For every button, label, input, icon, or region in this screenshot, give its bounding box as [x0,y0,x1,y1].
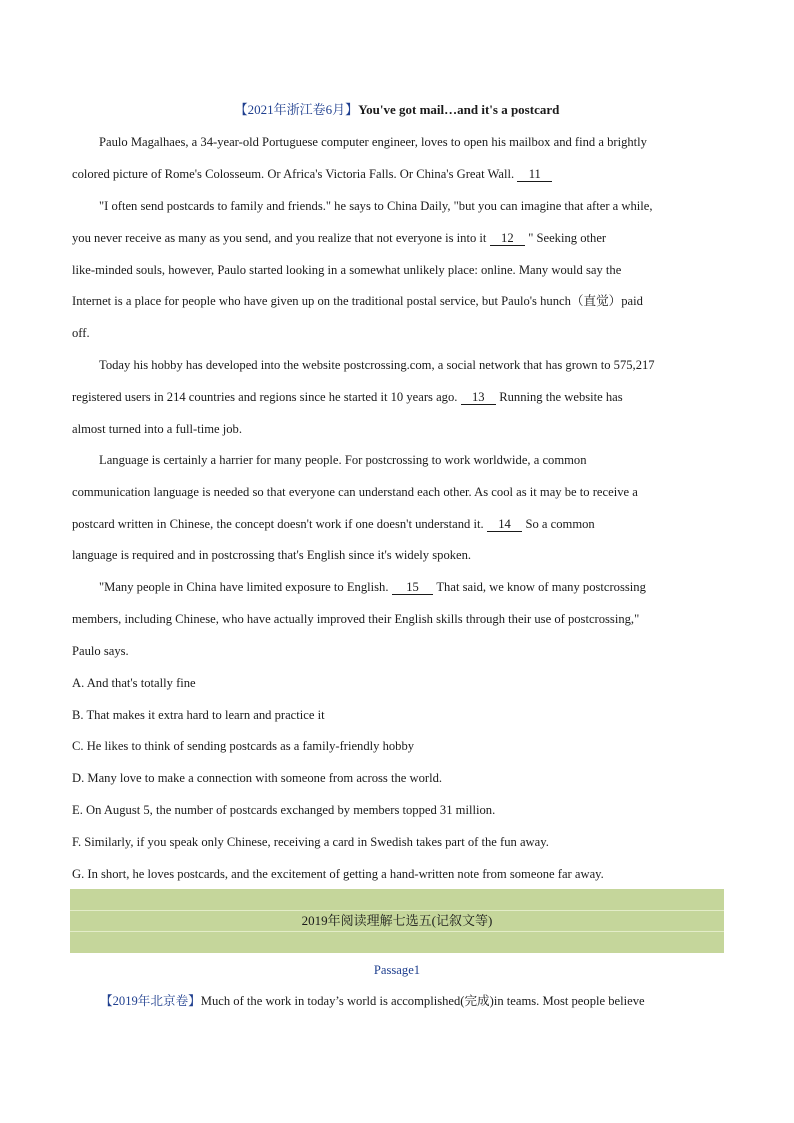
text-line: Internet is a place for people who have given up on the traditional postal service, but Paulo's hunch（直觉）paid [72,294,643,309]
option-e[interactable]: E. On August 5, the number of postcards exchanged by members topped 31 million. [72,803,496,817]
text-line: like-minded souls, however, Paulo started looking in a somewhat unlikely place: online. Many would say the [72,262,622,277]
blank-14[interactable] [487,517,523,532]
blank-15[interactable] [392,580,434,595]
option-g[interactable]: G. In short, he loves postcards, and the excitement of getting a hand-written note from someone far away. [72,867,604,881]
text-line: communication language is needed so that everyone can understand each other. As cool as it may be to receive a [72,484,638,499]
text-line: "I often send postcards to family and friends." he says to China Daily, "but you can imagine that after a while, [99,199,653,213]
paragraph-3 [72,350,722,445]
text-line [72,382,722,414]
title-heading: You've got mail…and it's a postcard [358,102,560,117]
blank-number: 11 [528,166,541,181]
option-a[interactable]: A. And that's totally fine [72,676,196,690]
option-d[interactable]: D. Many love to make a connection with someone from across the world. [72,771,443,785]
option-b[interactable]: B. That makes it extra hard to learn and practice it [72,708,325,722]
text-line: members, including Chinese, who have actually improved their English skills through their use of postcrossing," [72,611,640,626]
paragraph-4 [72,445,722,572]
section-title: 2019年阅读理解七选五(记叙文等) [301,913,493,928]
option-c[interactable]: C. He likes to think of sending postcards as a family-friendly hobby [72,739,415,753]
text-line: almost turned into a full-time job. [72,421,242,436]
title-bracket-open: 【 [234,102,248,117]
text-line [72,159,722,191]
text-segment: colored picture of Rome's Colosseum. Or Africa's Victoria Falls. Or China's Great Wall. [72,166,518,181]
text-line [72,572,722,604]
blank-number: 15 [406,580,419,594]
next-passage-intro [100,991,645,1011]
blank-number: 14 [498,516,511,531]
paragraph-5 [72,572,722,667]
blank-12[interactable] [490,231,526,246]
text-line: Paulo says. [72,643,129,658]
band-divider [70,931,724,932]
next-source: 【2019年北京卷】 [100,994,201,1008]
title-source: 2021年浙江卷6月 [247,102,346,117]
blank-number: 13 [472,389,485,404]
next-text: Much of the work in today’s world is accomplished(完成)in teams. Most people believe [200,994,645,1008]
text-line [72,223,722,255]
text-line: Today his hobby has developed into the website postcrossing.com, a social network that has grown to 575,217 [99,358,655,372]
blank-number: 12 [501,230,514,245]
paragraph-1 [72,127,722,191]
blank-11[interactable] [517,167,552,182]
text-line [72,509,722,541]
text-segment: registered users in 214 countries and regions since he started it 10 years ago. [72,389,461,404]
text-segment: " Seeking other [525,230,607,245]
text-line: Paulo Magalhaes, a 34-year-old Portuguese computer engineer, loves to open his mailbox and find a brightly [99,135,647,149]
text-segment: So a common [522,516,595,531]
text-segment: That said, we know of many postcrossing [433,580,646,594]
paragraph-2 [72,191,722,350]
option-f[interactable]: F. Similarly, if you speak only Chinese, receiving a card in Swedish takes part of the fun away. [72,835,549,849]
blank-13[interactable] [461,390,497,405]
text-segment: you never receive as many as you send, and you realize that not everyone is into it [72,230,490,245]
text-line: off. [72,326,90,341]
text-segment: Running the website has [496,389,623,404]
passage-title [0,100,794,120]
text-segment: "Many people in China have limited exposure to English. [99,580,392,594]
section-header-band [70,889,724,953]
title-bracket-close: 】 [345,102,359,117]
text-line: language is required and in postcrossing that's English since it's widely spoken. [72,548,472,563]
text-line: Language is certainly a harrier for many people. For postcrossing to work worldwide, a common [99,453,587,467]
text-segment: postcard written in Chinese, the concept doesn't work if one doesn't understand it. [72,516,487,531]
passage-label: Passage1 [373,963,421,977]
